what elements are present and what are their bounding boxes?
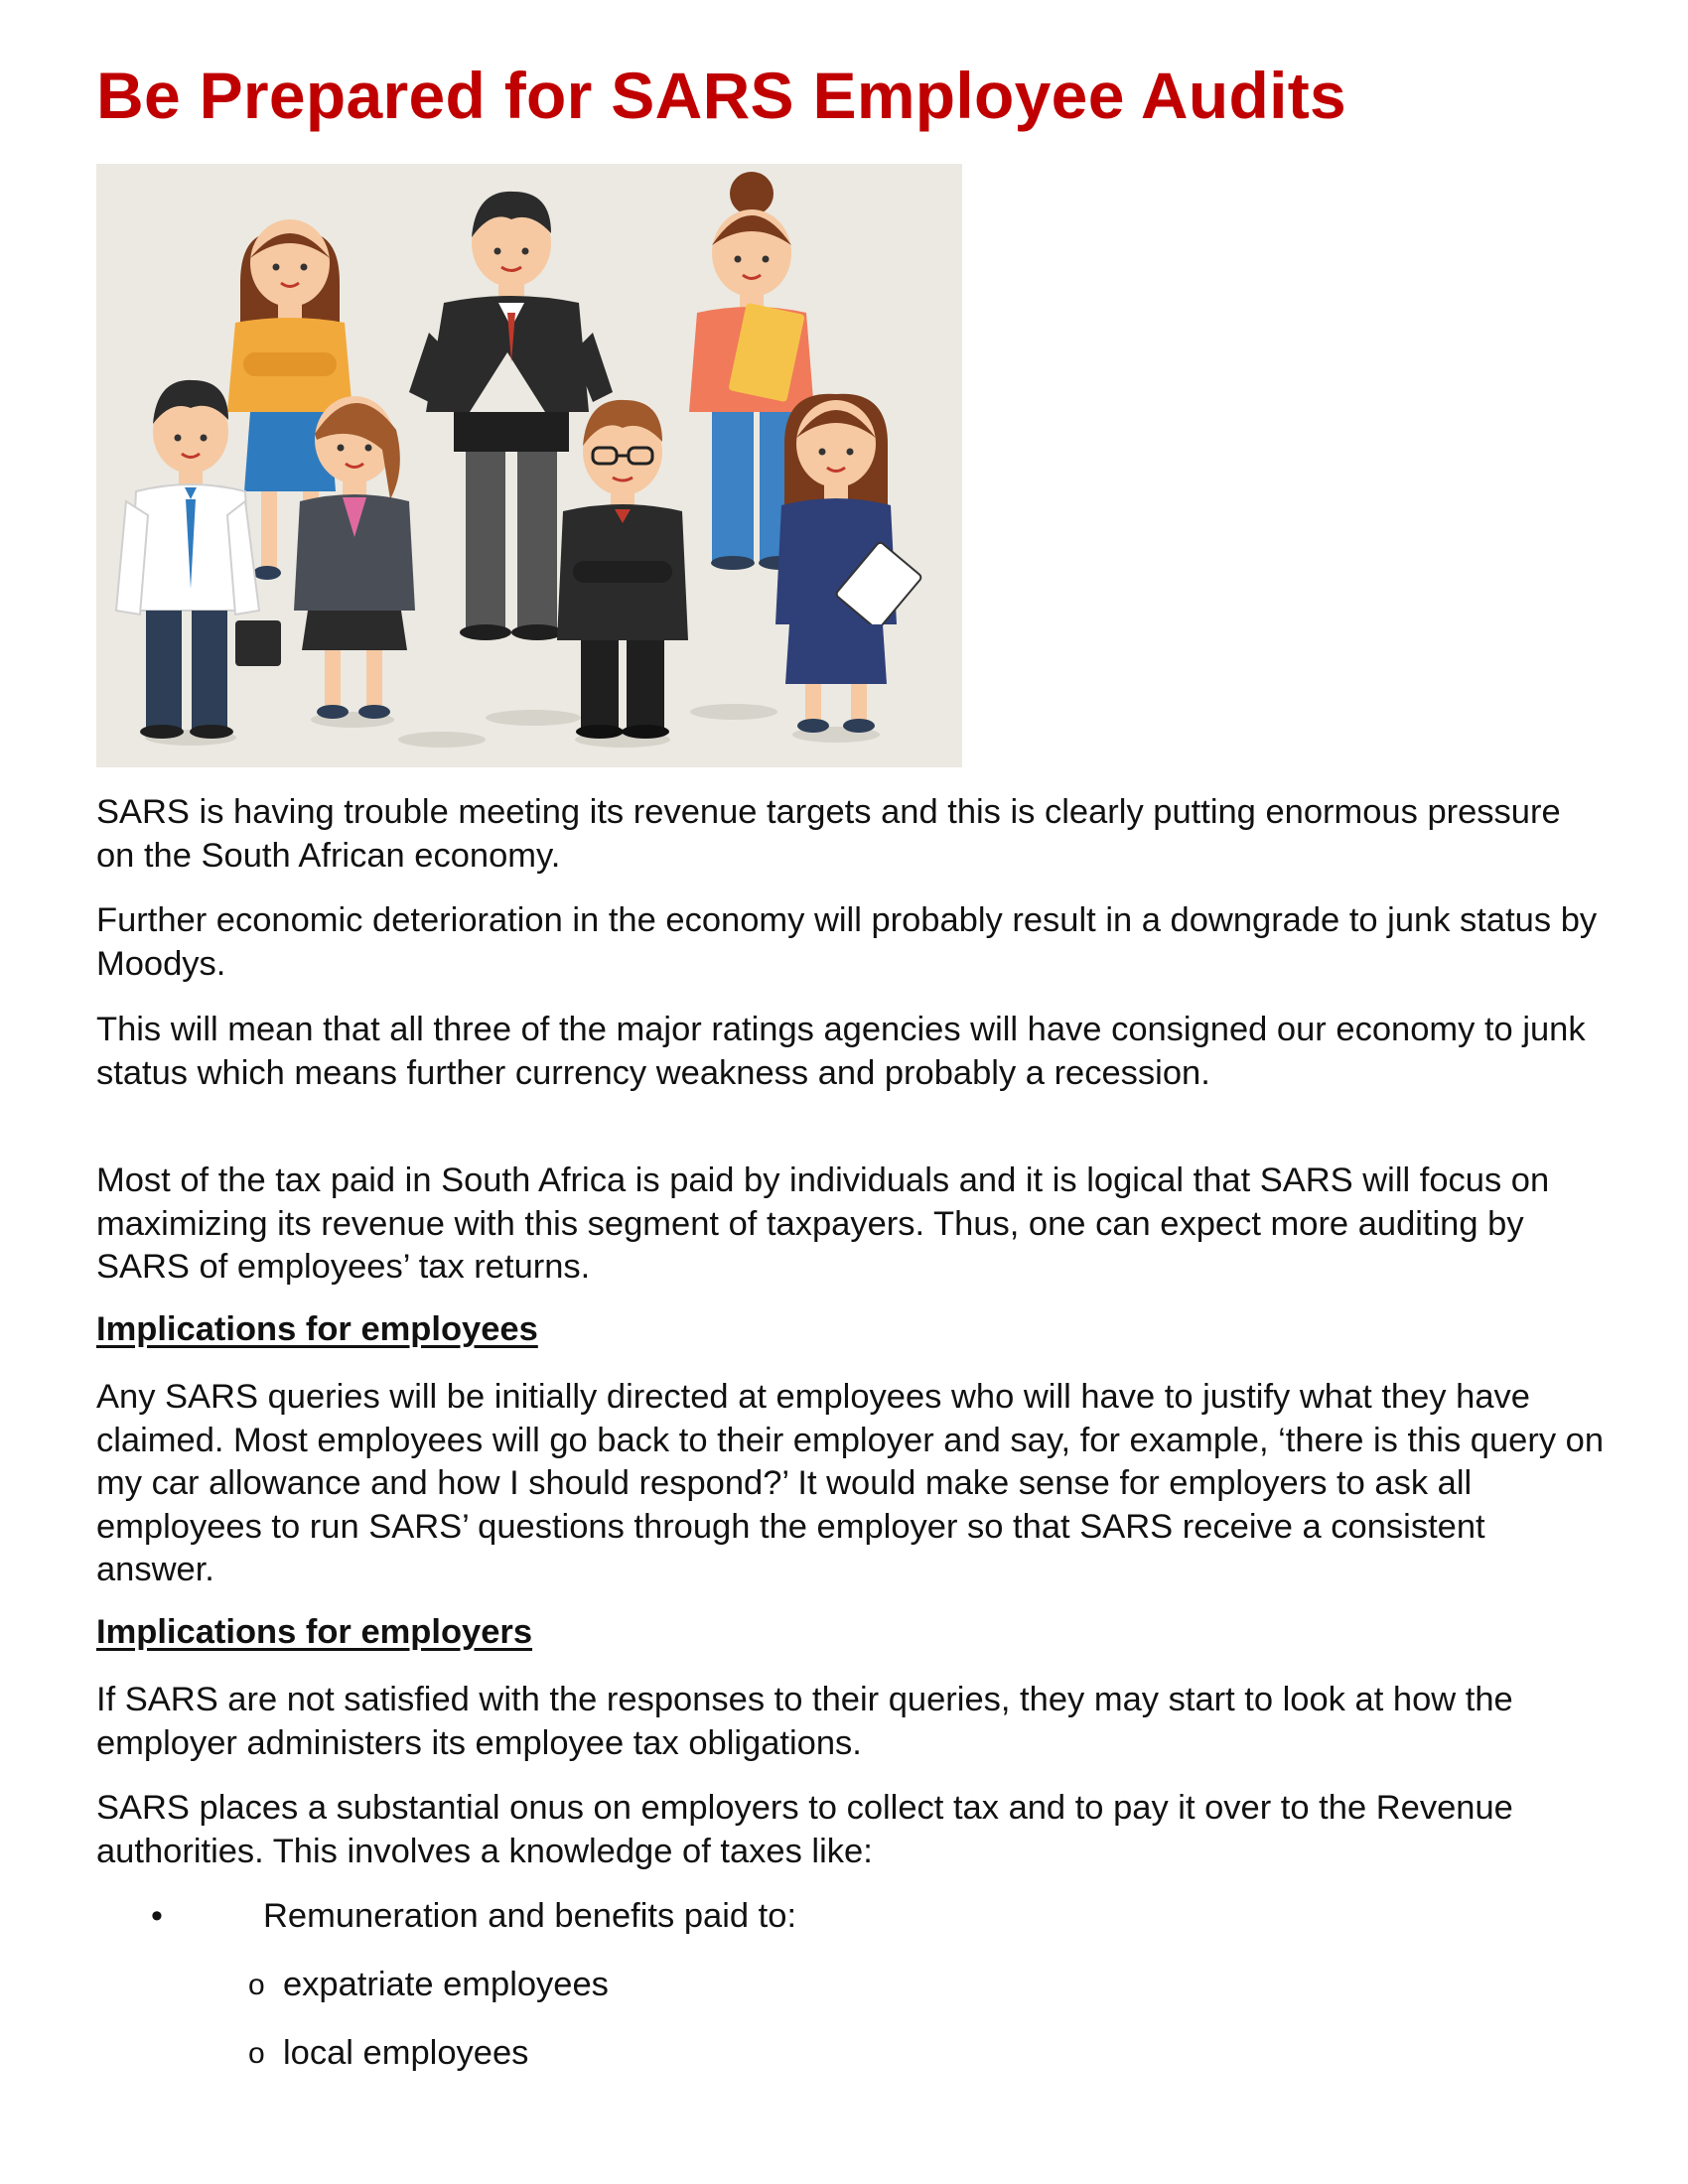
employers-paragraph-2: SARS places a substantial onus on employers to collect tax and to pay it over to the Revenue authorities. This involves a knowledge of taxes like: bbox=[96, 1789, 1513, 1870]
heading-implications-employers: Implications for employers bbox=[96, 1613, 533, 1651]
heading-implications-employees: Implications for employees bbox=[96, 1310, 538, 1348]
sub-bullet-marker: o bbox=[248, 2037, 265, 2070]
sub-bullet-local-employees: local employees bbox=[283, 2034, 529, 2072]
intro-paragraph-1: SARS is having trouble meeting its revenue targets and this is clearly putting enormous pressure on the South African economy. bbox=[96, 793, 1561, 875]
bullet-marker: • bbox=[151, 1897, 163, 1935]
intro-paragraph-4: Most of the tax paid in South Africa is paid by individuals and it is logical that SARS will focus on maximizing its revenue with this segment of taxpayers. Thus, one can expect more auditing by SARS of employees’ tax returns. bbox=[96, 1161, 1550, 1286]
employers-paragraph-1: If SARS are not satisfied with the responses to their queries, they may start to look at how the employer administers its employee tax obligations. bbox=[96, 1681, 1513, 1762]
group-of-employees-icon bbox=[96, 164, 962, 767]
bullet-remuneration: Remuneration and benefits paid to: bbox=[263, 1897, 797, 1935]
page-title: Be Prepared for SARS Employee Audits bbox=[96, 59, 1346, 132]
employees-paragraph: Any SARS queries will be initially directed at employees who will have to justify what they have claimed. Most employees will go back to their employer and say, for example, ‘there is this query on my car allowance and how I should respond?’ It would make sense for employers to ask all employees to run SARS’ questions through the employer so that SARS receive a consistent answer. bbox=[96, 1378, 1605, 1588]
sub-bullet-expatriate-employees: expatriate employees bbox=[283, 1966, 609, 2003]
sub-bullet-marker: o bbox=[248, 1969, 265, 2001]
intro-paragraph-3: This will mean that all three of the major ratings agencies will have consigned our economy to junk status which means further currency weakness and probably a recession. bbox=[96, 1011, 1586, 1092]
intro-paragraph-2: Further economic deterioration in the economy will probably result in a downgrade to junk status by Moodys. bbox=[96, 901, 1598, 983]
